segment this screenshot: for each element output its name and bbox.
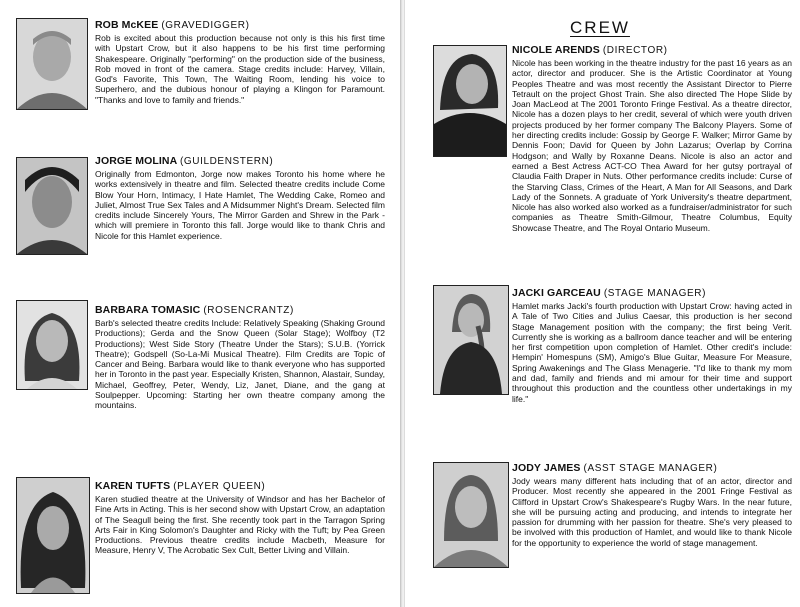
- person-role: (ROSENCRANTZ): [203, 305, 294, 316]
- person-role: (PLAYER QUEEN): [173, 481, 266, 492]
- headshot-photo: [433, 45, 507, 157]
- person-name: ROB McKEE (GRAVEDIGGER): [95, 19, 250, 31]
- person-bio: Hamlet marks Jacki's fourth production with Upstart Crow: having acted in A Tale of Two Cities and Julius Caesar, this production is her second Stage Management position with the company; the first being Verit. Currently she is working as a ballroom dance teacher and will be entering her first competition upon completion of Hamlet. Other credit's include: Hempin' Homespuns (SM), Amigo's Blue Guitar, Measure For Measure, Spring Awakenings and The Glass Menagerie. "I'd like to thank my mom and dad, family and friends and mi amour for their time and support throughout this production and the countless other undertakings in my life.": [512, 301, 792, 404]
- person-name: JORGE MOLINA (GUILDENSTERN): [95, 155, 274, 167]
- headshot-photo: [16, 157, 88, 255]
- person-bio: Barb's selected theatre credits Include: Relatively Speaking (Shaking Ground Productions); Gerda and the Snow Queen (Solar Stage); Wolfboy (T2 Productions); West Side Story (Theatre Under the Stars); S.U.B. (Yorrick Theatre); Godspell (So-La-Mi Musical Theatre). Film Credits are Topic of Cancer and Being. Barbara would like to thank everyone who has supported her in Toronto in the past year. Especially Kristen, Shannon, Alastair, Sunday, Michael, Geoffrey, Peter, Wendy, Liz, Janet, Diane, and the gang at Soulpepper. Upcoming: Starting her own theatre company among the mountains.: [95, 318, 385, 411]
- person-bio: Karen studied theatre at the University of Windsor and has her Bachelor of Fine Arts in Acting. This is her second show with Upstart Crow, an adaptation of The Seagull being the first. She recently took part in the Tarragon Spring Arts Fair in King Solomon's Daughter and Ricky with the Tuft; by Pea Green Productions. Previous theatre credits include Macbeth, Measure for Measure, Henry V, The Acrobatic Sex Cult, Better Living and Villain.: [95, 494, 385, 556]
- headshot-photo: [433, 285, 509, 395]
- person-bio: Rob is excited about this production because not only is this his first time with Upstart Crow, but it also happens to be his first time performing Shakespeare. Originally "performing" on the production side of the business, Rob moved in front of the camera. Stage credits include: Harvey, Villain, God's Favorite, This Town, The Waiting Room, lending his voice to Superhero, and the dubious honour of playing a Klingon for Paramount. "Thanks and love to family and friends.": [95, 33, 385, 105]
- headshot-photo: [433, 462, 509, 568]
- headshot-photo: [16, 477, 90, 594]
- person-name: JACKI GARCEAU (STAGE MANAGER): [512, 287, 706, 299]
- person-name: KAREN TUFTS (PLAYER QUEEN): [95, 480, 266, 492]
- person-role: (DIRECTOR): [602, 45, 668, 56]
- person-bio: Originally from Edmonton, Jorge now makes Toronto his home where he works extensively in theatre and film. Selected theatre credits include Come Blow Your Horn, Intimacy, I Hate Hamlet, The Wedding Cake, Romeo and Juliet, Almost True Sex Tales and A Midsummer Night's Dream. Selected film credits include Sincerely Yours, The Mirror Garden and Shrew in the Park - which will premiere in Toronto this fall. Jorge would like to thank Chris and Nicole for this Hamlet experience.: [95, 169, 385, 241]
- headshot-photo: [16, 300, 88, 390]
- crew-heading: CREW: [570, 18, 630, 37]
- person-name: JODY JAMES (ASST STAGE MANAGER): [512, 462, 718, 474]
- person-name: BARBARA TOMASIC (ROSENCRANTZ): [95, 304, 294, 316]
- person-name: NICOLE ARENDS (DIRECTOR): [512, 44, 668, 56]
- person-role: (ASST STAGE MANAGER): [583, 463, 718, 474]
- person-bio: Nicole has been working in the theatre industry for the past 16 years as an actor, director and producer. She is the Artistic Coordinator at Young Peoples Theatre and was most recently the Assistant Director to Pierre Tetrault on the project Ghost Train. She also directed The Hope Slide by Joan MacLeod at The 2001 Toronto Fringe Festival. As a theatre director, Nicole has a dozen plays to her credit, several of which were youth driven projects produced by her former company The Balcony Players. Some of her directing credits include: Gossip by George F. Walker; Mirror Game by Dennis Foon; David for Queen by John Lazarus; Overlap by Corrina Hodgson; and Wally by Roxanne Deans. Nicole is also an actor and earned a Best Actress ACT-CO Thea Award for her gutsy portrayal of Claudia Faith Draper in Nuts. Other performance credits include: Curse of the Starving Class, Crimes of the Heart, A Man for All Seasons, and Dark Lady of the Sonnets. A graduate of York University's theatre department, Nicole has also worked also worked as a fundraiser/administrator for such companies as Theatre Smith-Gilmour, Theatre Columbus, Equity Showcase Theatre, and The Royal Ontario Museum.: [512, 58, 792, 233]
- page-gutter: [400, 0, 405, 607]
- person-role: (GUILDENSTERN): [179, 156, 274, 167]
- headshot-photo: [16, 18, 88, 110]
- person-role: (GRAVEDIGGER): [161, 20, 250, 31]
- person-role: (STAGE MANAGER): [603, 288, 706, 299]
- person-bio: Jody wears many different hats including that of an actor, director and Producer. Most recently she appeared in the 2001 Fringe Festival as Clifford in Upstart Crow's Shakespeare's Rugby Wars. In the near future, she will be pursuing acting and producing, and intends to integrate her passion for drumming with her passion for theatre. She's very pleased to be involved with this production of Hamlet, and would like to thank Nicole for the opportunity to experience the world of stage management.: [512, 476, 792, 548]
